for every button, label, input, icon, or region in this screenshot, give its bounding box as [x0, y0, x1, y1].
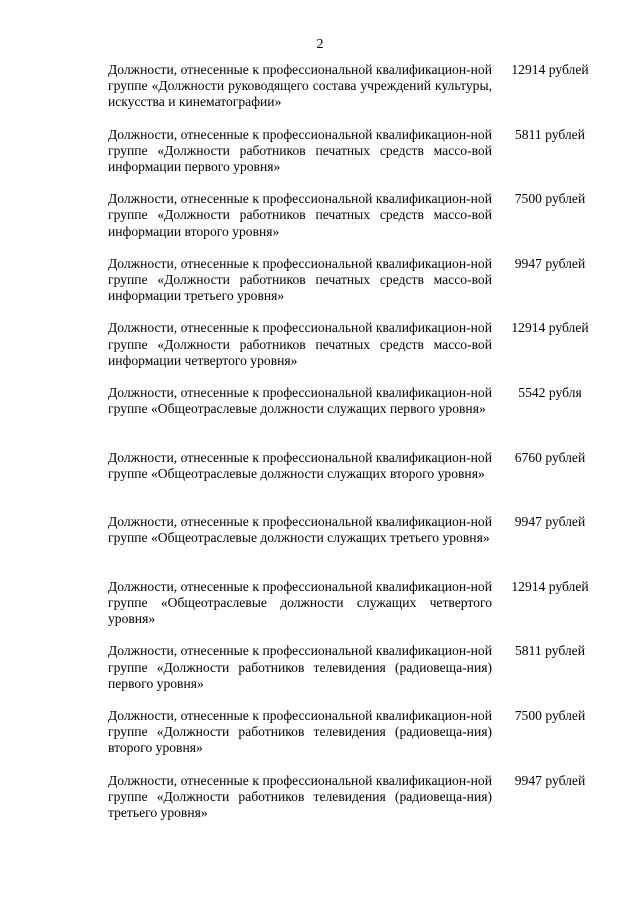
- list-item: [108, 708, 608, 773]
- position-group-text: Должности, отнесенные к профессиональной квалификацион-ной группе «Должности работников печатных средств массо-вой информации четвертого уровня»: [108, 320, 492, 368]
- position-group-text: Должности, отнесенные к профессиональной квалификацион-ной группе «Общеотраслевые должности служащих четвертого уровня»: [108, 578, 492, 627]
- position-group-text: Должности, отнесенные к профессиональной квалификацион-ной группе «Общеотраслевые должности служащих третьего уровня»: [108, 514, 492, 546]
- list-item: [108, 127, 608, 192]
- salary-amount: 12914 рублей: [511, 578, 589, 594]
- list-item: [108, 579, 608, 644]
- salary-amount: 7500 рублей: [514, 707, 586, 723]
- salary-list: [108, 62, 608, 837]
- position-group-text: Должности, отнесенные к профессиональной квалификацион-ной группе «Должности работников телевидения (радиовеща-ния) второго уровня»: [108, 707, 492, 756]
- position-group-text: Должности, отнесенные к профессиональной квалификацион-ной группе «Должности работников телевидения (радиовеща-ния) первого уровня»: [108, 643, 492, 691]
- salary-amount: 9947 рублей: [514, 255, 586, 271]
- list-item: [108, 256, 608, 321]
- position-group-text: Должности, отнесенные к профессиональной квалификацион-ной группе «Должности руководящего состава учреждений культуры, искусства и кинематографии»: [108, 62, 492, 110]
- page-number: 2: [316, 37, 324, 52]
- salary-amount: 7500 рублей: [514, 191, 586, 207]
- list-item: [108, 191, 608, 256]
- position-group-text: Должности, отнесенные к профессиональной квалификацион-ной группе «Общеотраслевые должности служащих первого уровня»: [108, 384, 492, 417]
- position-group-text: Должности, отнесенные к профессиональной квалификацион-ной группе «Общеотраслевые должности служащих второго уровня»: [108, 449, 492, 481]
- salary-amount: 6760 рублей: [514, 449, 586, 465]
- salary-amount: 5811 рублей: [515, 126, 585, 142]
- list-item: [108, 450, 608, 515]
- position-group-text: Должности, отнесенные к профессиональной квалификацион-ной группе «Должности работников печатных средств массо-вой информации второго уровня»: [108, 191, 492, 239]
- list-item: [108, 643, 608, 708]
- position-group-text: Должности, отнесенные к профессиональной квалификацион-ной группе «Должности работников печатных средств массо-вой информации первого уровня»: [108, 126, 492, 174]
- salary-amount: 5542 рубля: [518, 384, 582, 400]
- list-item: [108, 62, 608, 127]
- list-item: [108, 320, 608, 385]
- list-item: [108, 514, 608, 579]
- position-group-text: Должности, отнесенные к профессиональной квалификацион-ной группе «Должности работников печатных средств массо-вой информации третьего уровня»: [108, 255, 492, 304]
- salary-amount: 12914 рублей: [511, 62, 589, 77]
- list-item: [108, 773, 608, 838]
- salary-amount: 5811 рублей: [515, 643, 585, 659]
- list-item: [108, 385, 608, 450]
- salary-amount: 12914 рублей: [511, 320, 589, 336]
- position-group-text: Должности, отнесенные к профессиональной квалификацион-ной группе «Должности работников телевидения (радиовеща-ния) третьего уровня»: [108, 772, 492, 820]
- salary-amount: 9947 рублей: [514, 772, 586, 788]
- salary-amount: 9947 рублей: [514, 514, 586, 530]
